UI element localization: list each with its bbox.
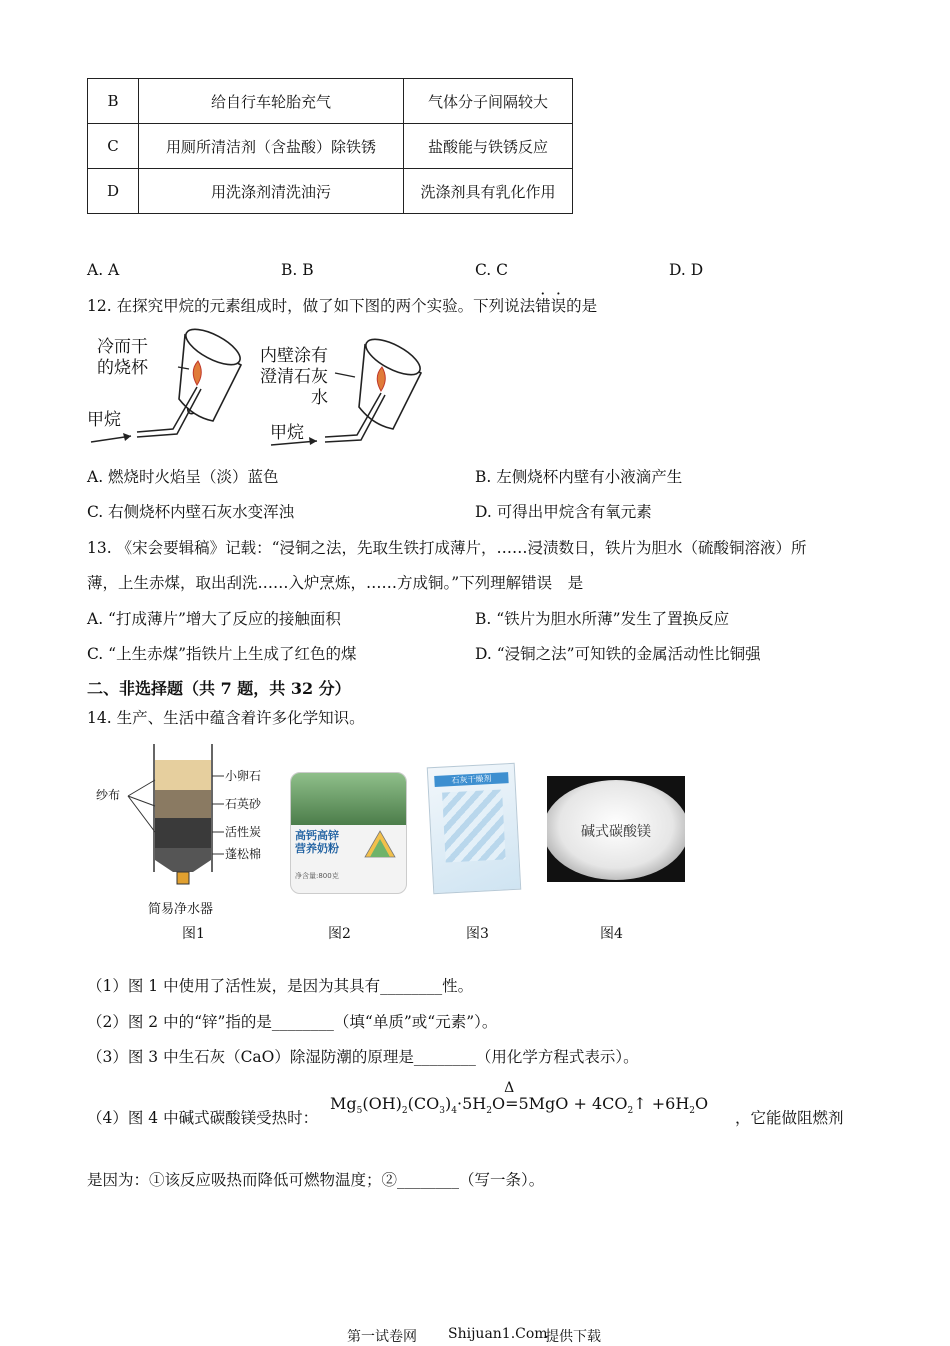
desiccant-label: 石灰干燥剂 xyxy=(434,772,508,787)
pebble-layer xyxy=(155,760,211,790)
q11-option-c: C. C xyxy=(475,261,509,279)
q14-sub1: （1）图 1 中使用了活性炭，是因为其具有________性。 xyxy=(87,977,474,995)
table-cell-key: B xyxy=(88,79,139,124)
left-beaker xyxy=(179,325,245,421)
powder-image xyxy=(547,776,685,882)
fig1-label-cloth: 纱布 xyxy=(96,788,121,802)
footer-site-name: 第一试卷网 xyxy=(347,1329,417,1345)
can-text-line1: 高钙高锌 xyxy=(295,829,339,842)
table-cell-key: C xyxy=(88,124,139,169)
q12-emphasis-2: 误 xyxy=(550,297,567,315)
fig3-name: 图3 xyxy=(466,926,489,942)
pyramid-icon xyxy=(363,829,397,859)
q12-stem-pre: 12. 在探究甲烷的元素组成时，做了如下图的两个实验。下列说法 xyxy=(87,297,536,315)
left-beaker-label-line2: 的烧杯 xyxy=(97,358,148,378)
reaction-equation: $Mg_5(OH)_2(CO_3)_4\cdot 5H_2O=$ Δ $5MgO + 4CO_2↑ +6H_2O$ xyxy=(330,1092,708,1123)
table-cell-action: 给自行车轮胎充气 xyxy=(139,79,404,124)
desiccant-packet-image xyxy=(427,763,522,894)
quartz-sand-layer xyxy=(155,790,211,818)
right-beaker-label-line2: 澄清石灰水 xyxy=(260,367,328,408)
activated-carbon-layer xyxy=(155,818,211,848)
fig1-name: 图1 xyxy=(182,926,205,942)
cotton-layer xyxy=(155,848,211,872)
q11-option-b: B. B xyxy=(281,261,314,279)
q12-option-a: A. 燃烧时火焰呈（淡）蓝色 xyxy=(87,468,279,486)
q12-option-c: C. 右侧烧杯内壁石灰水变浑浊 xyxy=(87,503,295,521)
table-cell-reason: 气体分子间隔较大 xyxy=(404,79,573,124)
q13-option-b: B. “铁片为胆水所薄”发生了置换反应 xyxy=(475,610,730,628)
table-cell-reason: 洗涤剂具有乳化作用 xyxy=(404,169,573,214)
table-row xyxy=(88,79,573,124)
outlet-icon xyxy=(177,872,189,884)
q13-option-c: C. “上生赤煤”指铁片上生成了红色的煤 xyxy=(87,645,357,663)
left-beaker-label-line1: 冷而干 xyxy=(97,337,148,357)
q14-stem: 14. 生产、生活中蕴含着许多化学知识。 xyxy=(87,709,365,727)
q14-sub2: （2）图 2 中的“锌”指的是________（填“单质”或“元素”）。 xyxy=(87,1013,498,1031)
q12-option-b: B. 左侧烧杯内壁有小液滴产生 xyxy=(475,468,683,486)
water-purifier-figure xyxy=(90,742,250,892)
right-beaker-label-line1: 内壁涂有 xyxy=(260,346,328,366)
fig1-caption: 简易净水器 xyxy=(148,902,214,917)
fig1-label-carbon: 活性炭 xyxy=(225,825,262,839)
q12-stem-post: 的是 xyxy=(566,297,598,315)
q12-option-d: D. 可得出甲烷含有氧元素 xyxy=(475,503,652,521)
q14-sub3: （3）图 3 中生石灰（CaO）除湿防潮的原理是________（用化学方程式表示）。 xyxy=(87,1048,639,1066)
fig4-name: 图4 xyxy=(600,926,623,942)
table-cell-action: 用厕所清洁剂（含盐酸）除铁锈 xyxy=(139,124,404,169)
table-row xyxy=(88,169,573,214)
left-beaker-label xyxy=(97,337,148,379)
can-text xyxy=(295,829,339,855)
fig1-label-pebble: 小卵石 xyxy=(225,769,262,783)
q11-option-d: D. D xyxy=(669,261,704,279)
q11-table xyxy=(87,78,573,214)
powder-label: 碱式碳酸镁 xyxy=(581,824,651,840)
milk-powder-image xyxy=(290,772,407,894)
q13-stem-line2: 薄，上生赤煤，取出刮洗……入炉烹炼，……方成铜。”下列理解错误 是 xyxy=(87,574,584,592)
fig2-name: 图2 xyxy=(328,926,351,942)
footer-download: 提供下载 xyxy=(545,1329,601,1345)
heat-symbol: Δ xyxy=(504,1080,515,1096)
q12-emphasis-1: 错 xyxy=(535,297,551,315)
can-top-meadow xyxy=(291,773,406,825)
q14-sub4-line2: 是因为：①该反应吸热而降低可燃物温度；②________（写一条）。 xyxy=(87,1171,545,1189)
q13-stem-line1: 13. 《宋会要辑稿》记载：“浸铜之法，先取生铁打成薄片，……浸渍数日，铁片为胆水（硫酸铜溶液）所 xyxy=(87,539,807,557)
q12-stem xyxy=(87,296,597,316)
q11-option-a: A. A xyxy=(87,261,120,279)
table-row xyxy=(88,124,573,169)
right-beaker-label xyxy=(244,346,328,409)
desiccant-pattern xyxy=(442,789,506,862)
can-text-line2: 营养奶粉 xyxy=(295,842,339,855)
table-cell-action: 用洗涤剂清洗油污 xyxy=(139,169,404,214)
footer-site-url[interactable]: Shijuan1.Com xyxy=(448,1326,548,1342)
q13-option-a: A. “打成薄片”增大了反应的接触面积 xyxy=(87,610,341,628)
section-heading: 二、非选择题（共 7 题，共 32 分） xyxy=(87,679,351,698)
q13-option-d: D. “浸铜之法”可知铁的金属活动性比铜强 xyxy=(475,645,761,663)
table-cell-key: D xyxy=(88,169,139,214)
q14-sub4-pre: （4）图 4 中碱式碳酸镁受热时： xyxy=(87,1109,319,1127)
fig1-label-quartz: 石英砂 xyxy=(225,797,262,811)
fig1-label-cotton: 蓬松棉 xyxy=(225,847,262,861)
gas-label-left: 甲烷 xyxy=(87,410,121,430)
table-cell-reason: 盐酸能与铁锈反应 xyxy=(404,124,573,169)
can-net-weight: 净含量:800克 xyxy=(295,872,339,880)
gas-label-right: 甲烷 xyxy=(270,423,304,443)
q14-sub4-post: ，它能做阻燃剂 xyxy=(735,1109,844,1127)
